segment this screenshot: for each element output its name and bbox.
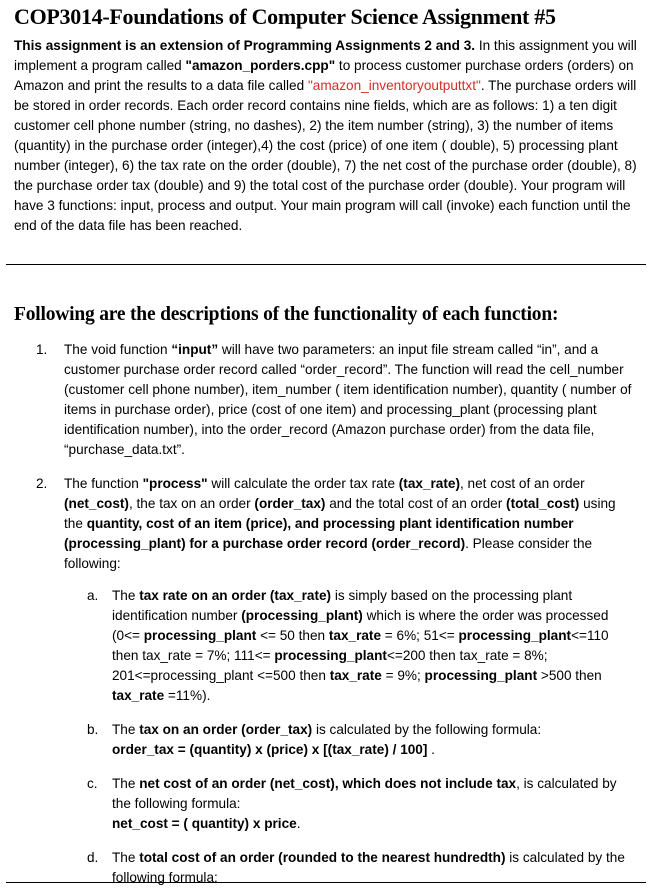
sublist-letter: a.	[87, 588, 99, 603]
text-run: , the tax on an order	[128, 496, 255, 511]
text-run: .	[296, 816, 301, 831]
sublist-item-text	[112, 586, 632, 706]
text-run: which is where the order was processed (0<=	[112, 608, 609, 643]
bold-run: tax_rate	[328, 628, 382, 643]
program-filename: "amazon_porders.cpp"	[185, 58, 336, 73]
text-run: <=110 then tax_rate = 7%; 111<=	[112, 628, 609, 663]
text-run: . Please consider the following:	[64, 536, 593, 571]
list-item-process-function	[36, 474, 636, 574]
assignment-title: COP3014-Foundations of Computer Science Assignment #5	[14, 4, 556, 29]
text-run: .	[427, 742, 435, 757]
formula-net-cost: net_cost = ( quantity) x price	[112, 816, 297, 831]
bold-run: processing_plant	[458, 628, 572, 643]
function-name-input: “input”	[171, 342, 219, 357]
list-number: 1.	[36, 342, 48, 357]
intro-text-1: In this assignment you will implement a program called	[14, 38, 637, 73]
text-run: will have two parameters: an input file stream called “in”, and a customer purchase order record called “order_record”. The function will read the cell_number (customer cell phone number), item_number ( item identification number), quantity ( number of items in purchase order), price (cost of one item) and processing_plant (processing plant identification number), into the order_record (Amazon purchase order) from the data file, “purchase_data.txt”.	[64, 342, 632, 457]
text-run: will calculate the order tax rate	[207, 476, 399, 491]
bold-run: processing_plant	[274, 648, 387, 663]
bold-run: total cost of an order (rounded to the nearest hundredth)	[139, 850, 506, 865]
output-filename: "amazon_inventoryoutputtxt"	[307, 78, 481, 93]
text-run: <=200 then tax_rate = 8%; 201<=processing_plant <=500 then	[112, 648, 548, 683]
page-bottom-rule	[6, 882, 646, 883]
bold-run: (net_cost)	[64, 496, 129, 511]
text-run: The	[112, 588, 140, 603]
text-run: The	[112, 776, 140, 791]
sublist-letter: c.	[87, 776, 98, 791]
text-run: =11%).	[164, 688, 211, 703]
bold-run: tax_rate	[329, 668, 382, 683]
intro-text-2: to process customer purchase orders (orders) on Amazon and print the results to a data file called	[14, 58, 634, 93]
text-run: = 6%; 51<=	[381, 628, 459, 643]
sublist-item-tax-rate	[87, 586, 632, 706]
text-run: is simply based on the processing plant identification number	[112, 588, 573, 623]
text-run: The function	[64, 476, 143, 491]
bold-run: (total_cost)	[506, 496, 580, 511]
text-run: = 9%;	[381, 668, 425, 683]
text-run: The void function	[64, 342, 172, 357]
text-run: The	[112, 722, 140, 737]
text-run: is calculated by the following formula:	[112, 850, 625, 885]
list-item-text	[64, 340, 636, 460]
text-run: <= 50 then	[256, 628, 329, 643]
bold-run: processing_plant	[143, 628, 257, 643]
list-item-input-function	[36, 340, 636, 460]
text-run: , is calculated by the following formula:	[112, 776, 617, 811]
bold-run: (order_tax)	[254, 496, 326, 511]
formula-order-tax: order_tax = (quantity) x (price) x [(tax_rate) / 100]	[112, 742, 428, 757]
function-name-process: "process"	[142, 476, 208, 491]
bold-run: tax rate on an order (tax_rate)	[139, 588, 332, 603]
bold-run: net cost of an order (net_cost), which does not include tax	[139, 776, 517, 791]
bold-run: processing_plant	[424, 668, 538, 683]
section-divider	[6, 264, 646, 265]
text-run: >500 then	[537, 668, 602, 683]
bold-run: quantity, cost of an item (price), and processing plant identification number (processing_plant) for a purchase order record (order_record)	[64, 516, 574, 551]
bold-run: (processing_plant)	[241, 608, 363, 623]
functions-heading: Following are the descriptions of the functionality of each function:	[14, 304, 559, 325]
sublist-item-order-tax	[87, 720, 632, 760]
sublist-item-net-cost	[87, 774, 632, 834]
text-run: is calculated by the following formula:	[312, 722, 542, 737]
intro-paragraph	[14, 36, 640, 236]
bold-run: tax on an order (order_tax)	[139, 722, 313, 737]
text-run: and the total cost of an order	[325, 496, 507, 511]
list-number: 2.	[36, 476, 48, 491]
text-run: , net cost of an order	[459, 476, 585, 491]
sublist-item-text	[112, 720, 632, 760]
list-item-text	[64, 474, 636, 574]
bold-run: (tax_rate)	[398, 476, 460, 491]
sublist-item-text	[112, 774, 632, 834]
bold-run: tax_rate	[112, 688, 165, 703]
sublist-letter: d.	[87, 850, 99, 865]
text-run: using the	[64, 496, 616, 531]
intro-bold-lead: This assignment is an extension of Programming Assignments 2 and 3.	[14, 38, 476, 53]
text-run: The	[112, 850, 140, 865]
intro-text-3: . The purchase orders will be stored in order records. Each order record contains nine fields, which are as follows: 1) a ten digit customer cell phone number (string, no dashes), 2) the item number (string), 3) the number of items (quantity) in the purchase order (integer),4) the cost (price) of one item ( double), 5) processing plant number (integer), 6) the tax rate on the order (double), 7) the net cost of the purchase order (double), 8) the purchase order tax (double) and 9) the total cost of the purchase order (double). Your program will have 3 functions: input, process and output. Your main program will call (invoke) each function until the end of the data file has been reached.	[14, 78, 637, 233]
sublist-letter: b.	[87, 722, 99, 737]
